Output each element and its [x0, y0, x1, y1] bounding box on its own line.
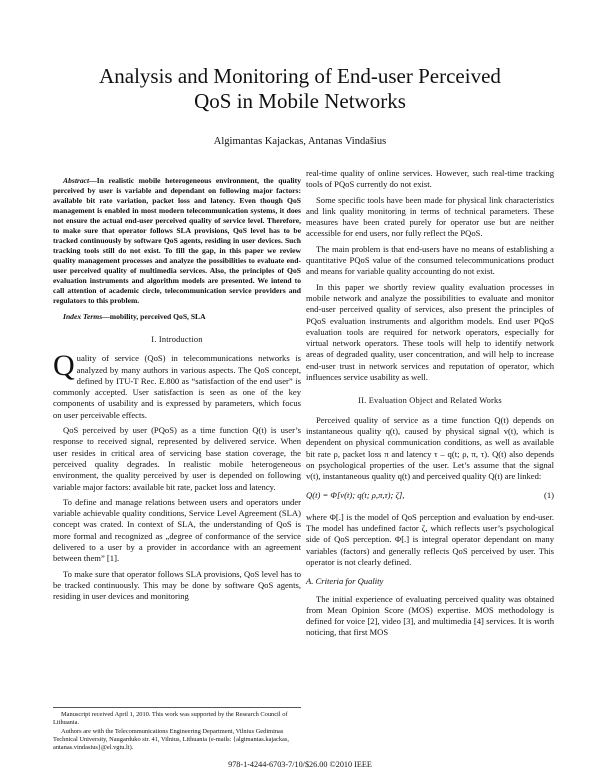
intro-paragraph-4: To make sure that operator follows SLA provisions, QoS level has to be tracked continuously. This may be done by software QoS agents, residing in user devices and monitoring [53, 568, 301, 602]
equation-1 [306, 490, 554, 501]
right-column [306, 168, 554, 643]
title-line-1: Analysis and Monitoring of End-user Perceived [99, 64, 501, 88]
right-paragraph-1: real-time quality of online services. However, such real-time tracking tools of PQoS currently do not exist. [306, 168, 554, 190]
equation-body: Q(t) = Φ[v(t); q(t; ρ,π,τ); ζ], [306, 490, 405, 501]
abstract-label: Abstract [63, 176, 90, 185]
section-heading-introduction: I. Introduction [151, 335, 203, 344]
footnote [53, 707, 301, 753]
authors: Algimantas Kajackas, Antanas Vindašius [213, 136, 387, 147]
right-paragraph-3: The main problem is that end-users have no means of establishing a quantitative PQoS value of the consumed telecommunications product and means for variable quality accounting do not exist. [306, 243, 554, 277]
footnote-authors: Authors are with the Telecommunications Engineering Department, Vilnius Gediminas Technical University, Naugarduko str. 41, Vilnius, Lithuania (e-mails: {algimantas.kajackas, antanas.vindasius}@el.vgtu.lt). [53, 728, 289, 751]
page-footer-copyright: 978-1-4244-6703-7/10/$26.00 ©2010 IEEE [228, 760, 372, 769]
intro-paragraph-2: QoS perceived by user (PQoS) as a time function Q(t) is user’s response to received signal, represented by delivered service. When user resides in critical area of servicing base station coverage, the perceived quality degrades. In realistic mobile heterogeneous environment, the quality perceived by user is depended on following variable major factors: available bit rate, packet loss and latency. [53, 425, 301, 492]
index-terms-text: —mobility, perceived QoS, SLA [102, 312, 206, 321]
intro-paragraph-1 [53, 349, 301, 421]
section2a-paragraph-1: The initial experience of evaluating perceived quality was obtained from Mean Opinion Score (MOS) expertise. MOS methodology is defined for voice [2], video [3], and multimedia [4] services. It is worth noticing, that first MOS [306, 593, 554, 638]
section2-paragraph-1: Perceived quality of service as a time function Q(t) depends on instantaneous quality q(t), caused by physical signal v(t), which is dependent on physical communication conditions, as well as available bit rate ρ, packet loss π and latency τ – q(t; ρ, π, τ). Q(t) also depends on psychological properties of the user. Let’s assume that the signal v(t), instantaneous quality q(t) and perceived quality Q(t) are linked: [306, 414, 554, 482]
title-line-2: QoS in Mobile Networks [194, 89, 406, 113]
paper-title [40, 64, 560, 114]
equation-number: (1) [543, 490, 554, 501]
footnote-manuscript: Manuscript received April 1, 2010. This work was supported by the Research Council of Lithuania. [53, 711, 288, 726]
subsection-heading-criteria: A. Criteria for Quality [306, 576, 384, 587]
section-heading-evaluation-object: II. Evaluation Object and Related Works [358, 396, 502, 406]
right-paragraph-2: Some specific tools have been made for physical link characteristics and link quality monitoring in terms of technical parameters. These measures have been crated purely for operator use but are neither accessible for end users, nor fully reflect the PQoS. [306, 194, 554, 239]
intro-paragraph-3: To define and manage relations between users and operators under variable achievable quality conditions, Service Level Agreement (SLA) concept was crated. In context of SLA, the understanding of QoS is more formal and recognized as „degree of conformance of the service delivered to a user by a provider in accordance with an agreement between them” [1]. [53, 496, 301, 564]
left-column [53, 176, 301, 607]
abstract [53, 176, 301, 306]
index-terms [53, 312, 301, 322]
section2-paragraph-2: where Φ[.] is the model of QoS perception and evaluation by end-user. The model has undefined factor ζ, which reflects user’s psychological side of QoS perception. Φ[.] is integral operator dependant on many variables (factors) and generally reflects QoS perceived by user. This operator is not clearly defined. [306, 511, 554, 567]
right-paragraph-4: In this paper we shortly review quality evaluation processes in mobile network and analyze the possibilities to evaluate and monitor end-user perceived quality of services, also present the principles of PQoS evaluation instruments and algorithm models. End user PQoS evaluation tools are required for network operators, especially for virtual network operators. These tools will help to identify network areas of degraded quality, user concentration, and will help to increase end-user trust in network services and reputation of operator, which influences service usability as well. [306, 281, 554, 383]
index-terms-label: Index Terms [63, 312, 103, 321]
abstract-text: —In realistic mobile heterogeneous environment, the quality perceived by user is variable and dependant on following major factors: available bit rate variation, packet loss and latency. Even though QoS management is enabled in most modern telecommunication systems, it does not ensure the actual end-user perceived quality of service level. Therefore, to make sure that operator follows SLA provisions, QoS level has to be tracked continuously by software QoS agents, residing in user devices. Such tracking tools still do not exist. To fill the gap, in this paper we review quality management processes and analyze the possibilities to evaluate end-user perceived quality of multimedia services. Also, the principles of QoS evaluation instruments and algorithm models are presented. We intend to call attention of academic circle, telecommunication service providers and regulators to this problem. [53, 176, 301, 305]
drop-cap: Q [53, 349, 75, 383]
intro-paragraph-1-text: uality of service (QoS) in telecommunications networks is analyzed by many authors in various aspects. The QoS concept, defined by ITU-T Rec. E.800 as “satisfaction of the end user” is commonly accepted. User satisfaction is seen as one of the key components of usability and is expressed by parameters, which focus on user perceivable effects. [53, 353, 301, 420]
